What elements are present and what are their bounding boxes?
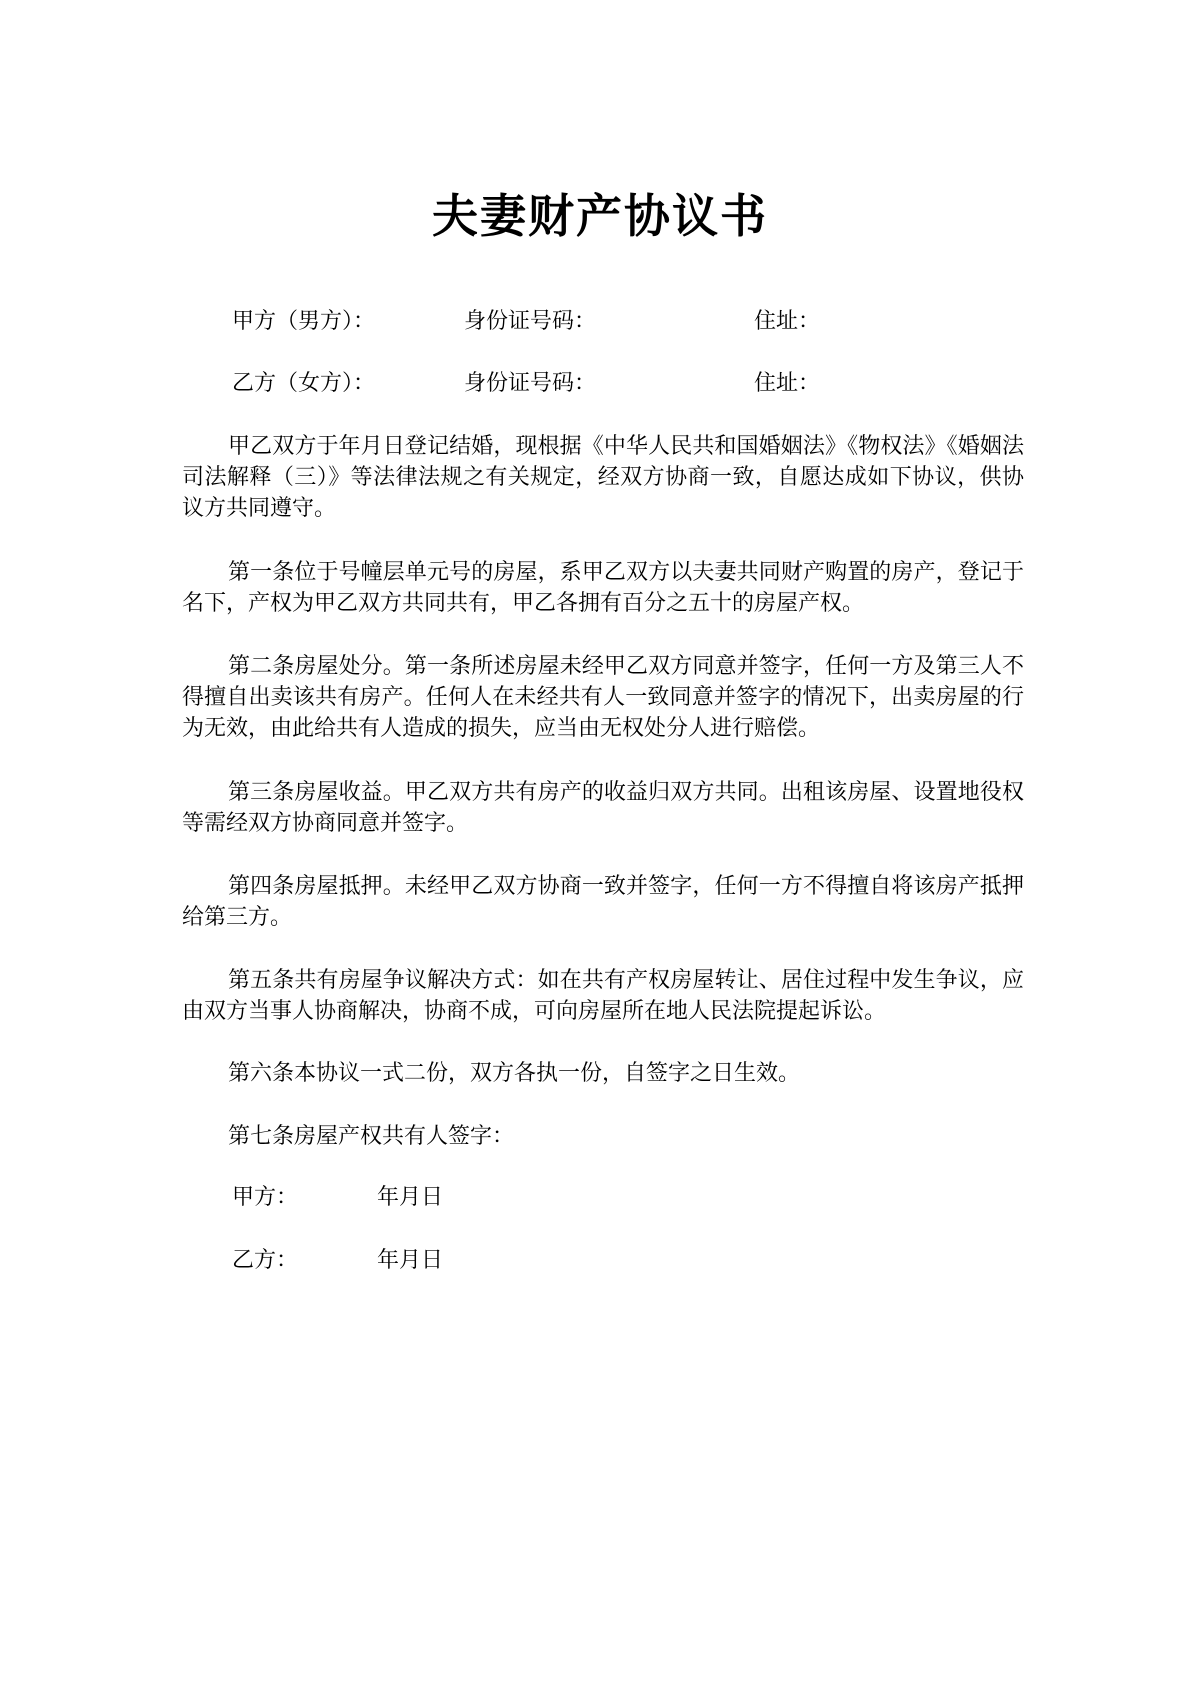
article-4: 第四条房屋抵押。未经甲乙双方协商一致并签字，任何一方不得擅自将该房产抵押给第三方。 <box>182 874 1024 930</box>
party-b-address-label: 住址： <box>754 371 821 396</box>
article-6: 第六条本协议一式二份，双方各执一份，自签字之日生效。 <box>228 1061 801 1086</box>
signature-party-a-label: 甲方： <box>232 1185 299 1210</box>
article-5: 第五条共有房屋争议解决方式：如在共有产权房屋转让、居住过程中发生争议，应由双方当事人协商解决，协商不成，可向房屋所在地人民法院提起诉讼。 <box>182 968 1024 1024</box>
article-7: 第七条房屋产权共有人签字： <box>228 1124 515 1149</box>
party-a-name-label: 甲方（男方）： <box>232 309 376 334</box>
document-title: 夫妻财产协议书 <box>432 189 768 243</box>
signature-party-b-label: 乙方： <box>232 1248 299 1273</box>
preamble-paragraph: 甲乙双方于年月日登记结婚，现根据《中华人民共和国婚姻法》《物权法》《婚姻法司法解释（三）》等法律法规之有关规定，经双方协商一致，自愿达成如下协议，供协议方共同遵守。 <box>182 434 1024 521</box>
party-b-id-label: 身份证号码： <box>464 371 597 396</box>
signature-party-a-date: 年月日 <box>377 1185 444 1210</box>
party-a-id-label: 身份证号码： <box>464 309 597 334</box>
article-1: 第一条位于号幢层单元号的房屋，系甲乙双方以夫妻共同财产购置的房产，登记于名下，产权为甲乙双方共同共有，甲乙各拥有百分之五十的房屋产权。 <box>182 560 1024 616</box>
article-2: 第二条房屋处分。第一条所述房屋未经甲乙双方同意并签字，任何一方及第三人不得擅自出卖该共有房产。任何人在未经共有人一致同意并签字的情况下，出卖房屋的行为无效，由此给共有人造成的损失，应当由无权处分人进行赔偿。 <box>182 654 1024 741</box>
article-3: 第三条房屋收益。甲乙双方共有房产的收益归双方共同。出租该房屋、设置地役权等需经双方协商同意并签字。 <box>182 780 1024 836</box>
signature-party-b-date: 年月日 <box>377 1248 444 1273</box>
party-a-address-label: 住址： <box>754 309 821 334</box>
party-b-name-label: 乙方（女方）： <box>232 371 376 396</box>
